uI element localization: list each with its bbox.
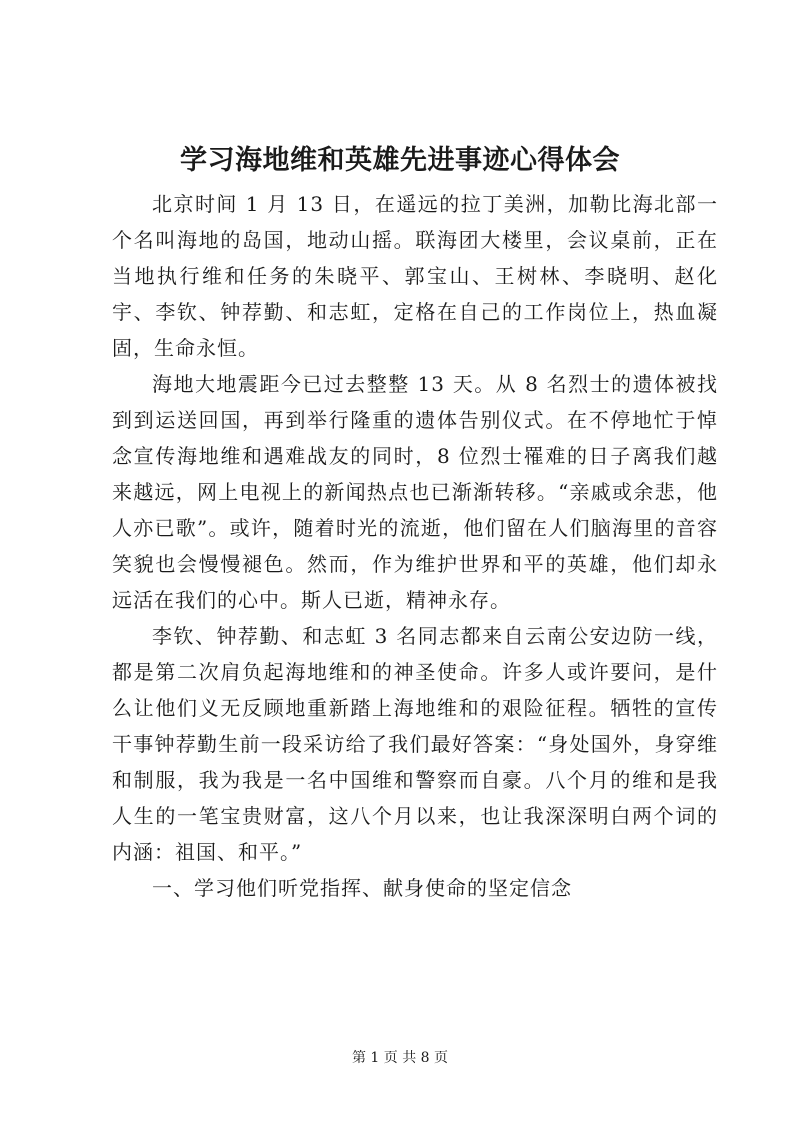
paragraph-3: 李钦、钟荐勤、和志虹 3 名同志都来自云南公安边防一线，都是第二次肩负起海地维和的神圣使命。许多人或许要问，是什么让他们义无反顾地重新踏上海地维和的艰险征程。牺牲的宣传干事钟荐勤生前一段采访给了我们最好答案：“身处国外，身穿维和制服，我为我是一名中国维和警察而自豪。八个月的维和是我人生的一笔宝贵财富，这八个月以来，也让我深深明白两个词的内涵：祖国、和平。”	[112, 624, 718, 864]
document-body	[112, 186, 718, 906]
paragraph-2: 海地大地震距今已过去整整 13 天。从 8 名烈士的遗体被找到到运送回国，再到举行隆重的遗体告别仪式。在不停地忙于悼念宣传海地维和遇难战友的同时，8 位烈士罹难的日子离我们越来越远，网上电视上的新闻热点也已渐渐转移。“亲戚或余悲，他人亦已歌”。或许，随着时光的流逝，他们留在人们脑海里的音容笑貌也会慢慢褪色。然而，作为维护世界和平的英雄，他们却永远活在我们的心中。斯人已逝，精神永存。	[112, 372, 718, 612]
page-number-footer: 第 1 页 共 8 页	[351, 1050, 449, 1066]
document-title: 学习海地维和英雄先进事迹心得体会	[180, 145, 620, 176]
section-heading-1: 一、学习他们听党指挥、献身使命的坚定信念	[152, 876, 572, 900]
paragraph-1: 北京时间 1 月 13 日，在遥远的拉丁美洲，加勒比海北部一个名叫海地的岛国，地动山摇。联海团大楼里，会议桌前，正在当地执行维和任务的朱晓平、郭宝山、王树林、李晓明、赵化宇、李钦、钟荐勤、和志虹，定格在自己的工作岗位上，热血凝固，生命永恒。	[112, 192, 718, 360]
